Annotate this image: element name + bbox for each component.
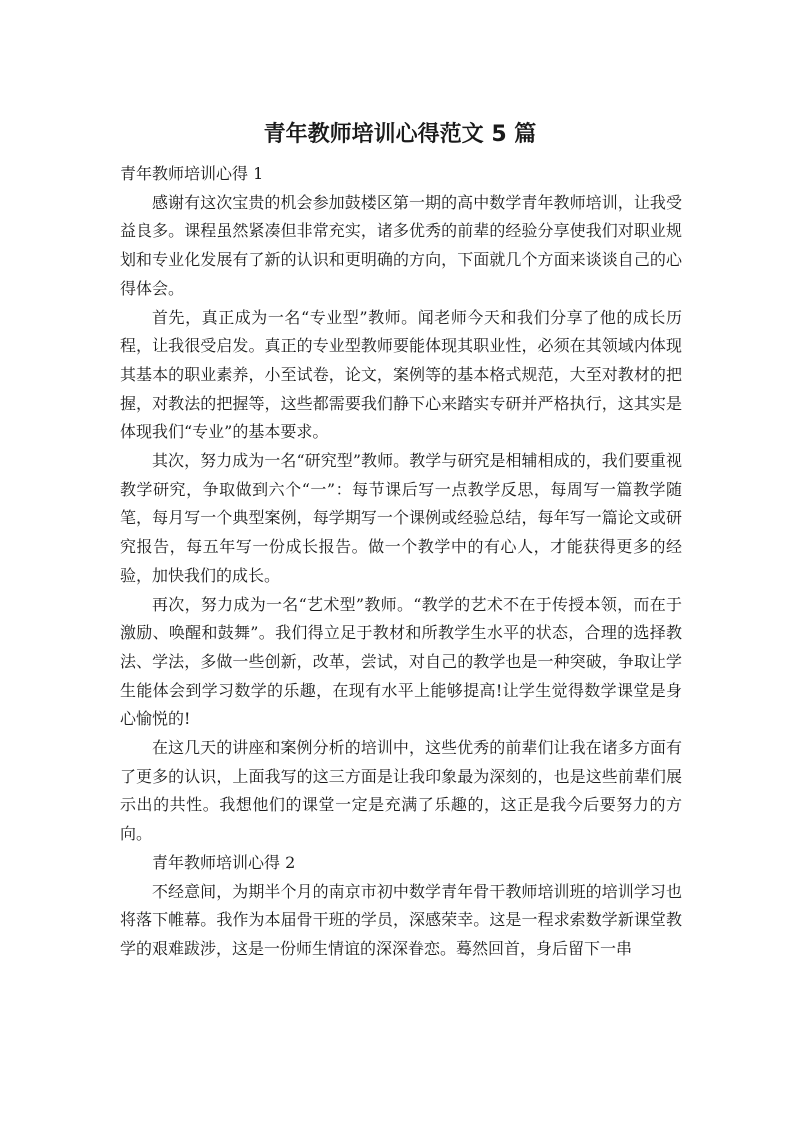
paragraph: 首先，真正成为一名“专业型”教师。闻老师今天和我们分享了他的成长历程，让我很受启发。真正的专业型教师要能体现其职业性，必须在其领域内体现其基本的职业素养，小至试卷，论文，案例等的基本格式规范，大至对教材的把握，对教法的把握等，这些都需要我们静下心来踏实专研并严格执行，这其实是体现我们“专业”的基本要求。 — [120, 307, 682, 442]
document-title: 青年教师培训心得范文 5 篇 — [263, 122, 537, 147]
document-body — [120, 160, 682, 964]
section-2 — [120, 849, 682, 964]
section-heading: 青年教师培训心得 2 — [152, 852, 296, 872]
paragraph: 在这几天的讲座和案例分析的培训中，这些优秀的前辈们让我在诸多方面有了更多的认识，上面我写的这三方面是让我印象最为深刻的，也是这些前辈们展示出的共性。我想他们的课堂一定是充满了乐趣的，这正是我今后要努力的方向。 — [120, 738, 682, 844]
paragraph: 再次，努力成为一名“艺术型”教师。“教学的艺术不在于传授本领，而在于激励、唤醒和鼓舞”。我们得立足于教材和所教学生水平的状态，合理的选择教法、学法，多做一些创新，改革，尝试，对自己的教学也是一种突破，争取让学生能体会到学习数学的乐趣，在现有水平上能够提高!让学生觉得数学课堂是身心愉悦的! — [120, 594, 682, 729]
paragraph: 感谢有这次宝贵的机会参加鼓楼区第一期的高中数学青年教师培训，让我受益良多。课程虽然紧凑但非常充实，诸多优秀的前辈的经验分享使我们对职业规划和专业化发展有了新的认识和更明确的方向，下面就几个方面来谈谈自己的心得体会。 — [120, 192, 682, 298]
section-heading: 青年教师培训心得 1 — [120, 164, 264, 183]
section-1 — [120, 160, 682, 849]
paragraph: 不经意间，为期半个月的南京市初中数学青年骨干教师培训班的培训学习也将落下帷幕。我作为本届骨干班的学员，深感荣幸。这是一程求索数学新课堂教学的艰难跋涉，这是一份师生情谊的深深眷恋。蓦然回首，身后留下一串 — [120, 881, 682, 958]
paragraph: 其次，努力成为一名“研究型”教师。教学与研究是相辅相成的，我们要重视教学研究，争取做到六个“一”：每节课后写一点教学反思，每周写一篇教学随笔，每月写一个典型案例，每学期写一个课例或经验总结，每年写一篇论文或研究报告，每五年写一份成长报告。做一个教学中的有心人，才能获得更多的经验，加快我们的成长。 — [120, 451, 682, 585]
